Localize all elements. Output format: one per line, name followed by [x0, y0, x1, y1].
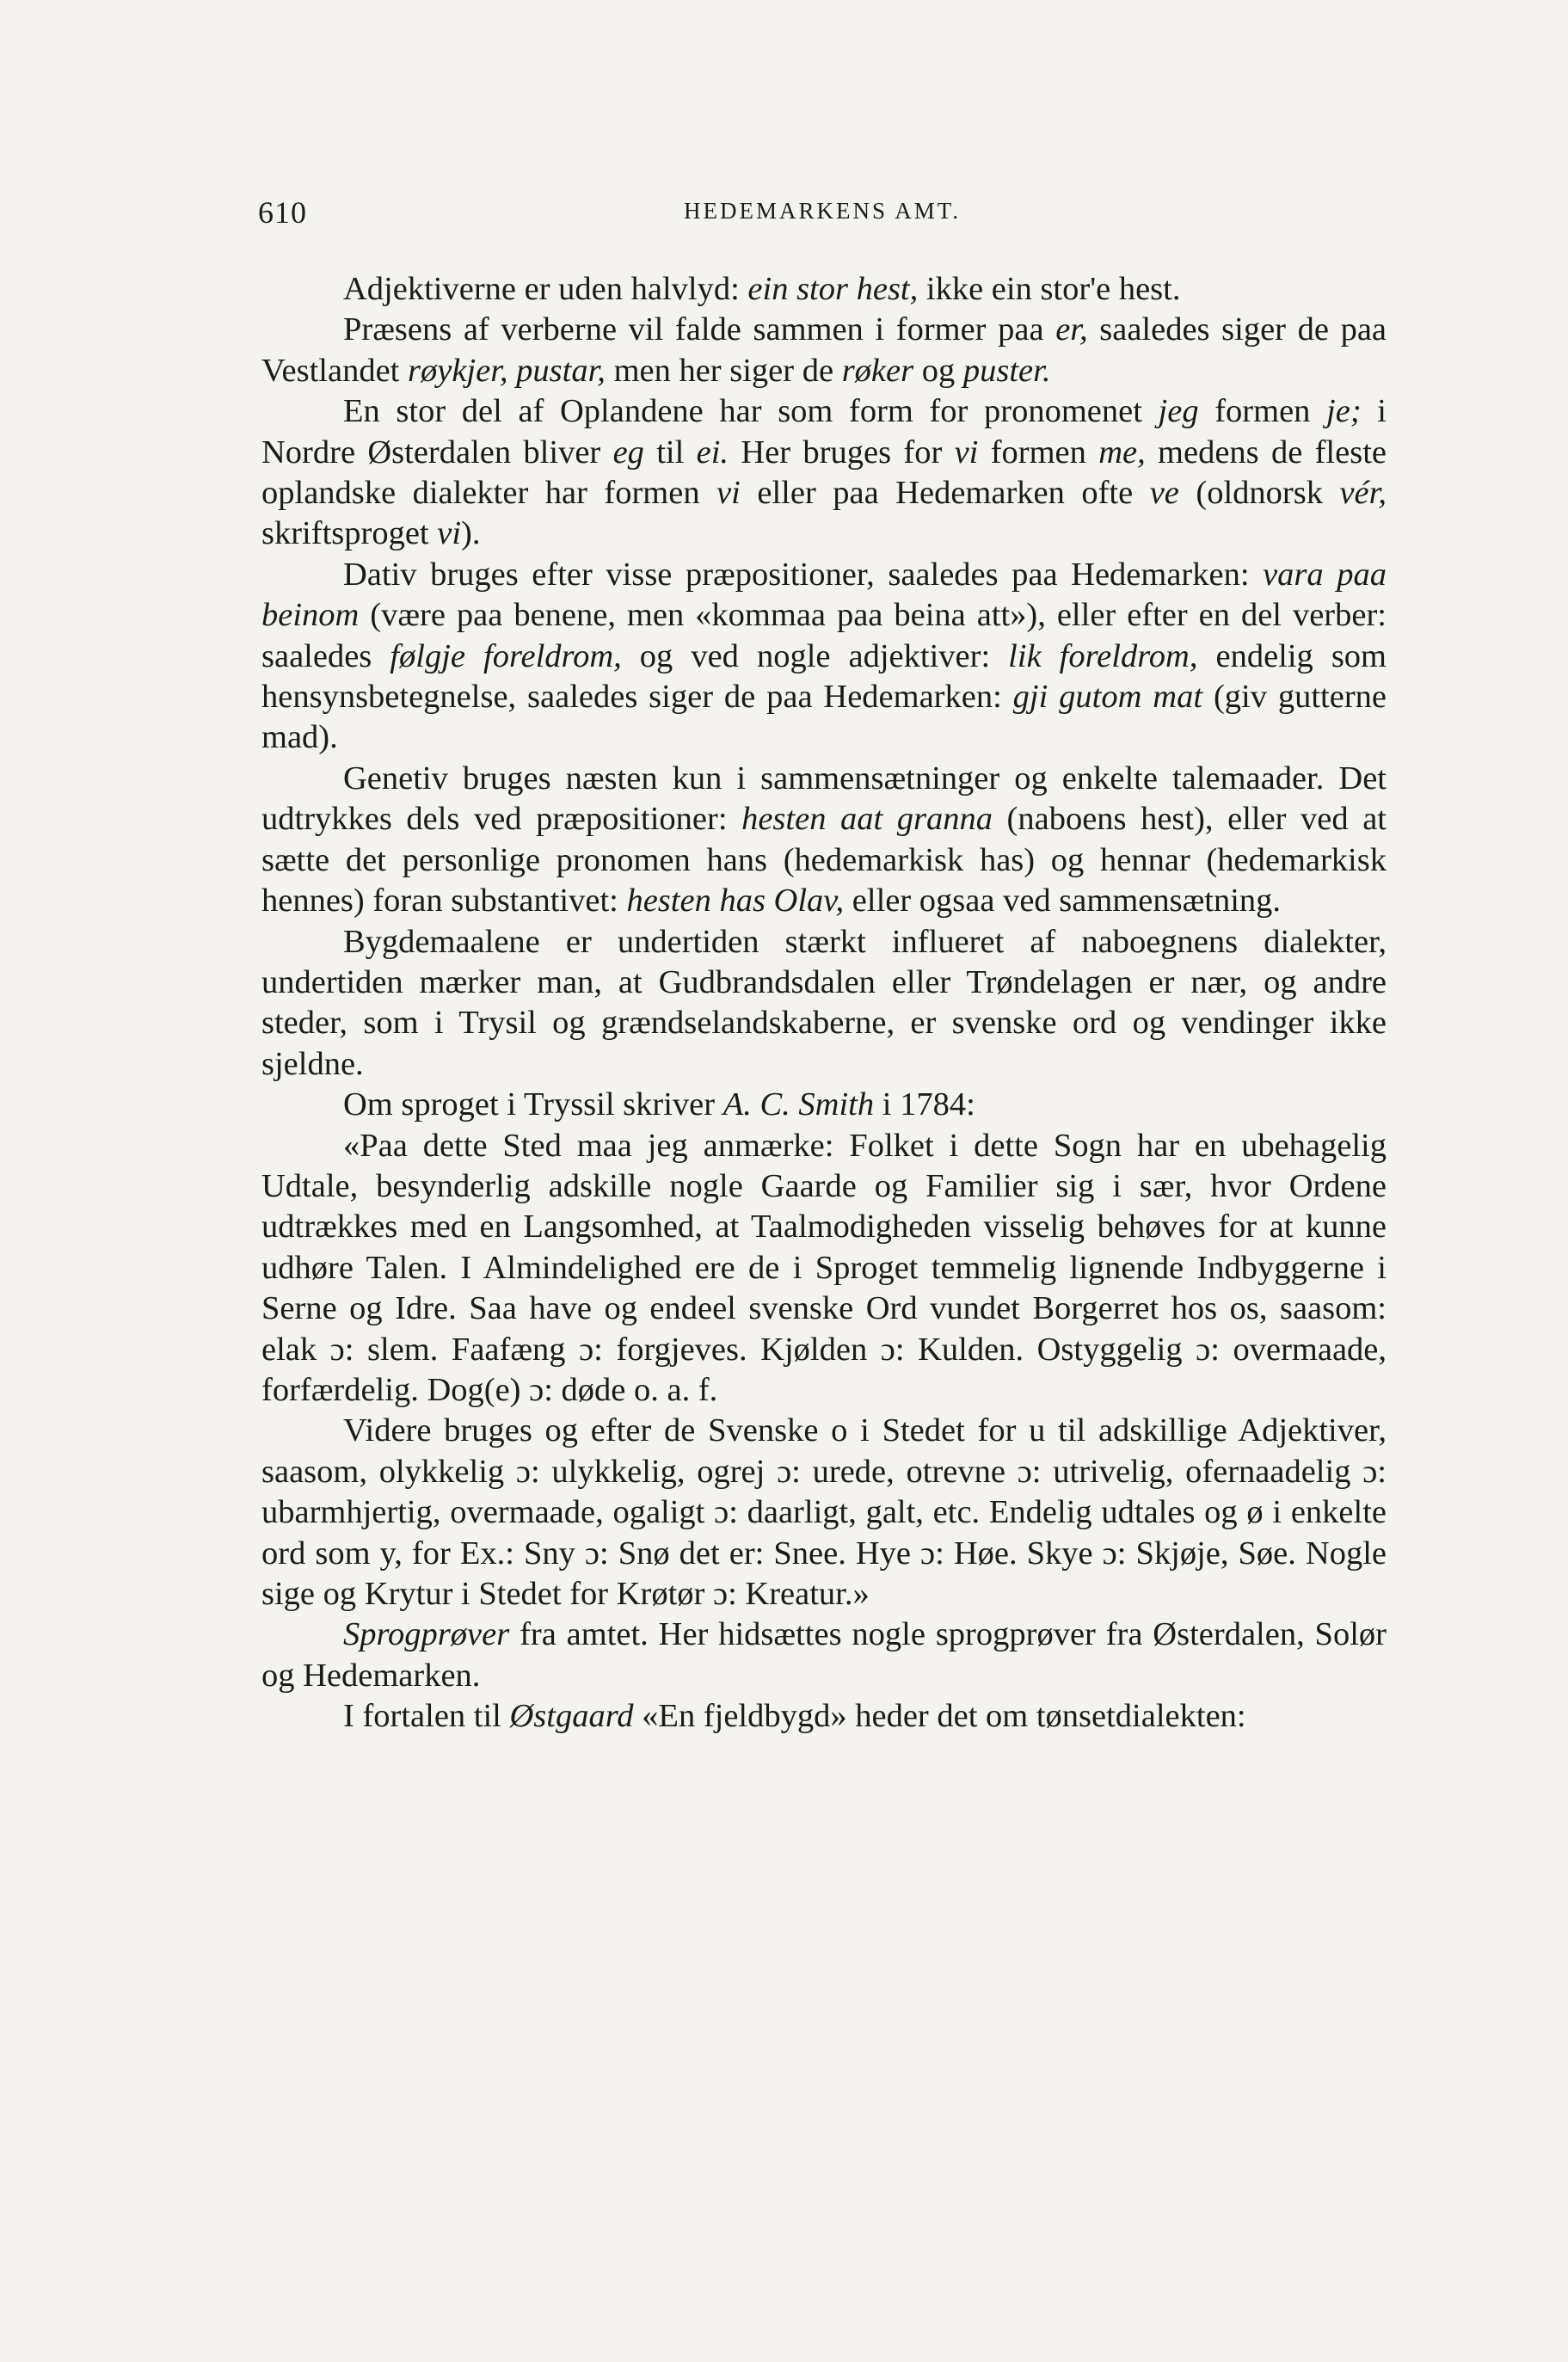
- text-run: (være paa benene, men «kommaa paa beina att»), eller efter en del verber: saaledes: [261, 597, 1387, 674]
- italic-text-run: røykjer, pustar,: [408, 352, 606, 389]
- paragraph: [261, 310, 1387, 391]
- text-run: eller ogsaa ved sammensætning.: [844, 883, 1282, 920]
- text-run: Dativ bruges efter visse præpositioner, saaledes paa Hedemarken:: [343, 556, 1264, 593]
- text-run: formen: [1198, 393, 1327, 430]
- italic-text-run: røker: [841, 352, 914, 389]
- text-run: Præsens af verberne vil falde sammen i former paa: [343, 311, 1056, 348]
- italic-text-run: vara paa beinom: [261, 556, 1387, 634]
- italic-text-run: jeg: [1158, 393, 1199, 430]
- body-text: [261, 269, 1387, 1738]
- italic-text-run: eg: [612, 434, 644, 471]
- page-header: [258, 194, 1387, 237]
- text-run: Om sproget i Tryssil skriver: [343, 1086, 723, 1123]
- paragraph: [261, 391, 1387, 555]
- italic-text-run: vi: [716, 475, 741, 512]
- text-run: til: [643, 434, 697, 471]
- text-run: endelig som hensynsbetegnelse, saaledes siger de paa Hedemarken:: [261, 637, 1387, 716]
- paragraph: [261, 1126, 1387, 1412]
- italic-text-run: hesten aat granna: [741, 801, 993, 838]
- italic-text-run: puster.: [962, 352, 1051, 389]
- italic-text-run: vi: [954, 434, 979, 471]
- paragraph: [261, 555, 1387, 759]
- text-run: En stor del af Oplandene har som form for pronomenet: [343, 393, 1159, 430]
- paragraph: [261, 269, 1387, 310]
- italic-text-run: Østgaard: [509, 1698, 634, 1735]
- text-run: Adjektiverne er uden halvlyd:: [343, 271, 748, 307]
- text-run: Videre bruges og efter de Svenske o i Stedet for u til adskillige Adjektiver, saasom, olykkelig ɔ: ulykkelig, ogrej ɔ: urede, otrevne ɔ: utrivelig, ofernaadelig ɔ: ubarmhjertig, overmaade, ogaligt ɔ: daarligt, galt, etc. Endelig udtales og ø i enkelte ord som y, for Ex.: Sny ɔ: Snø det er: Snee. Hye ɔ: Høe. Skye ɔ: Skjøje, Søe. Nogle sige og Krytur i Stedet for Krøtør ɔ: Kreatur.»: [261, 1412, 1387, 1612]
- italic-text-run: vér,: [1339, 475, 1387, 512]
- text-run: (oldnorsk: [1178, 475, 1340, 512]
- text-run: formen: [978, 434, 1099, 471]
- italic-text-run: hesten has Olav,: [626, 883, 845, 920]
- text-run: og: [913, 352, 963, 389]
- text-run: i 1784:: [874, 1086, 975, 1123]
- text-run: fra amtet. Her hidsættes nogle sprogprøver fra Østerdalen, Solør og Hedemarken.: [261, 1616, 1387, 1694]
- running-title: HEDEMARKENS AMT.: [683, 198, 961, 224]
- text-run: men her siger de: [605, 352, 842, 389]
- text-run: «En fjeldbygd» heder det om tønsetdialekten:: [633, 1698, 1246, 1735]
- paragraph: [261, 1411, 1387, 1615]
- text-run: skriftsproget: [261, 515, 438, 552]
- italic-text-run: lik foreldrom,: [1008, 637, 1198, 674]
- text-run: (naboens hest), eller ved at sætte det personlige pronomen hans (hedemarkisk has) og hennar (hedemarkisk hennes) foran substantivet:: [261, 801, 1387, 920]
- text-run: I fortalen til: [343, 1698, 510, 1735]
- text-run: i Nordre Østerdalen bliver: [261, 393, 1387, 471]
- text-run: og ved nogle adjektiver:: [621, 637, 1009, 674]
- text-run: Genetiv bruges næsten kun i sammensætninger og enkelte talemaader. Det udtrykkes dels ved præpositioner:: [261, 760, 1387, 838]
- text-run: (giv gutterne mad).: [261, 679, 1387, 756]
- italic-text-run: ei.: [696, 434, 729, 471]
- italic-text-run: ve: [1149, 475, 1179, 512]
- text-run: saaledes siger de paa Vestlandet: [261, 311, 1387, 389]
- italic-text-run: ein stor hest,: [747, 271, 919, 307]
- text-run: «Paa dette Sted maa jeg anmærke: Folket i dette Sogn har en ubehagelig Udtale, besynderlig adskille nogle Gaarde og Familier sig i sær, hvor Ordene udtrækkes med en Langsomhed, at Taalmodigheden visselig behøves for at kunne udhøre Talen. I Almindelighed ere de i Sproget temmelig lignende Indbyggerne i Serne og Idre. Saa have og endeel svenske Ord vundet Borgerret hos os, saasom: elak ɔ: slem. Faafæng ɔ: forgjeves. Kjølden ɔ: Kulden. Ostyggelig ɔ: overmaade, forfærdelig. Dog(e) ɔ: døde o. a. f.: [261, 1127, 1387, 1408]
- page-number: 610: [258, 195, 307, 230]
- italic-text-run: er,: [1055, 311, 1088, 348]
- paragraph: [261, 1615, 1387, 1696]
- italic-text-run: A. C. Smith: [723, 1086, 875, 1123]
- italic-text-run: følgje foreldrom,: [390, 637, 622, 674]
- italic-text-run: me,: [1098, 434, 1146, 471]
- paragraph: [261, 1085, 1387, 1125]
- text-run: Bygdemaalene er undertiden stærkt influeret af naboegnens dialekter, undertiden mærker man, at Gudbrandsdalen eller Trøndelagen er nær, og andre steder, som i Trysil og grændselandskaberne, er svenske ord og vendinger ikke sjeldne.: [261, 923, 1387, 1082]
- paragraph: [261, 1696, 1387, 1737]
- paragraph: [261, 759, 1387, 922]
- text-run: ).: [461, 515, 481, 552]
- text-run: eller paa Hedemarken ofte: [740, 475, 1150, 512]
- italic-text-run: gji gutom mat: [1012, 679, 1203, 716]
- text-run: ikke ein stor'e hest.: [918, 271, 1181, 307]
- italic-text-run: Sprogprøver: [343, 1616, 510, 1653]
- text-run: medens de fleste oplandske dialekter har formen: [261, 434, 1387, 512]
- italic-text-run: vi: [437, 515, 462, 552]
- paragraph: [261, 922, 1387, 1086]
- italic-text-run: je;: [1326, 393, 1362, 430]
- text-run: Her bruges for: [729, 434, 955, 471]
